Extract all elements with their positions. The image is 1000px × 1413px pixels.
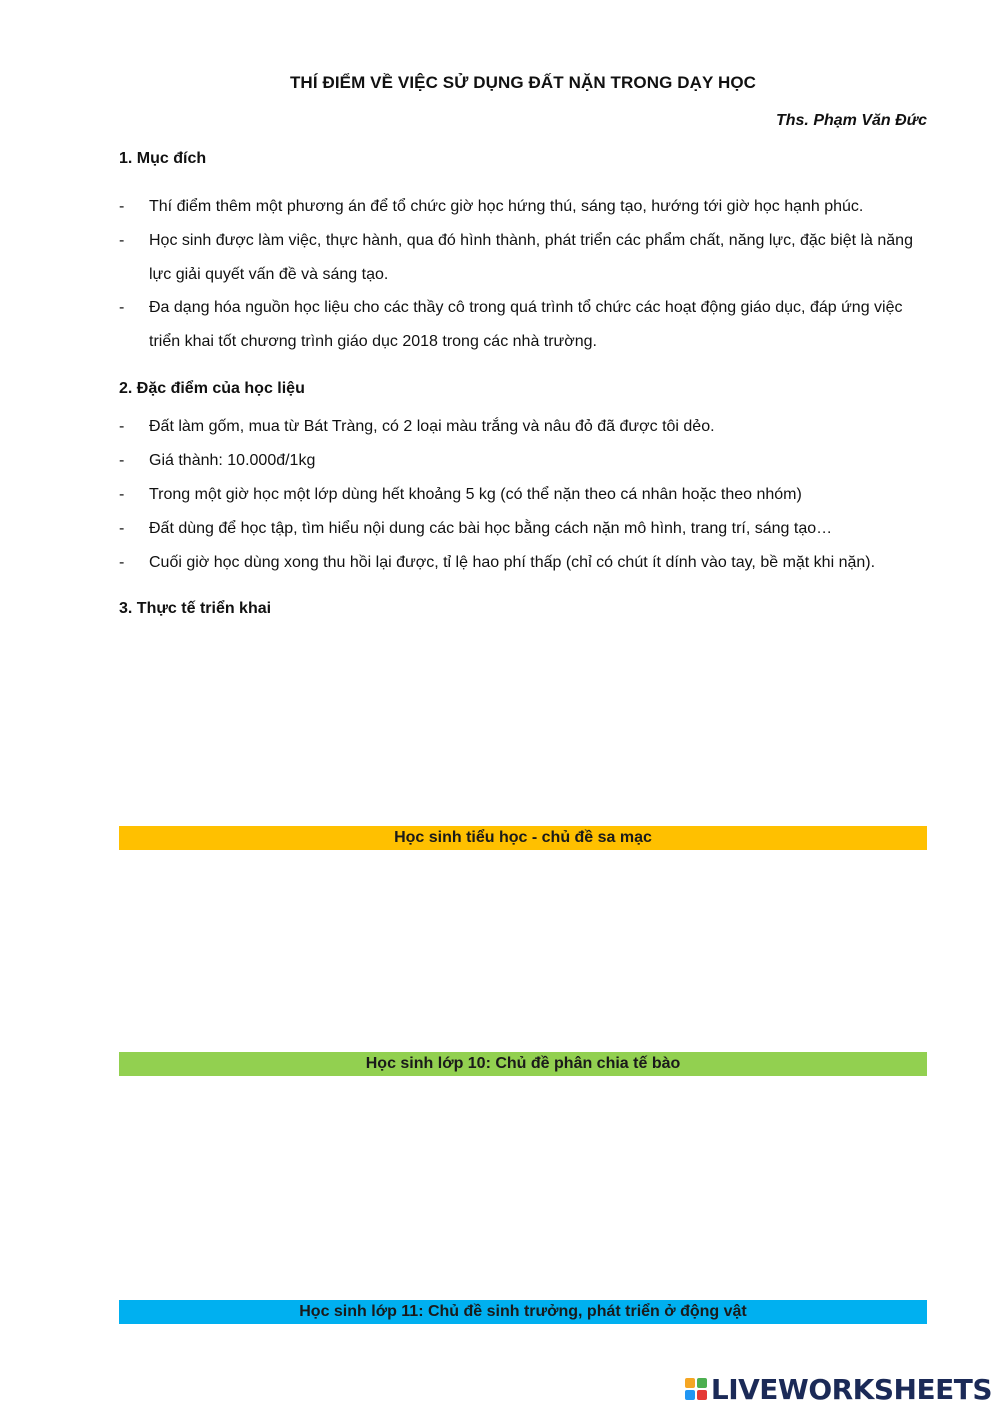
logo-mark-cell (697, 1390, 707, 1400)
list-item-text: Trong một giờ học một lớp dùng hết khoảng 5 kg (có thể nặn theo cá nhân hoặc theo nhóm) (149, 486, 802, 503)
list-item-text: Đất dùng để học tập, tìm hiểu nội dung các bài học bằng cách nặn mô hình, trang trí, sáng tạo… (149, 520, 833, 537)
list-item (119, 444, 919, 478)
list-item (119, 190, 919, 224)
liveworksheets-logo (685, 1373, 992, 1405)
bullet-dash: - (119, 520, 125, 537)
photo-area-grade10 (119, 856, 927, 1046)
list-item-text: Đất làm gốm, mua từ Bát Tràng, có 2 loại màu trắng và nâu đỏ đã được tôi dẻo. (149, 418, 715, 435)
list-item (119, 291, 919, 359)
list-item-text: Học sinh được làm việc, thực hành, qua đó hình thành, phát triển các phẩm chất, năng lực, đặc biệt là năng lực giải quyết vấn đề và sáng tạo. (149, 232, 913, 283)
caption-primary-desert: Học sinh tiểu học - chủ đề sa mạc (119, 826, 927, 850)
bullet-dash: - (119, 452, 125, 469)
list-item (119, 546, 919, 580)
bullet-dash: - (119, 486, 125, 503)
caption-grade11-animal-growth: Học sinh lớp 11: Chủ đề sinh trưởng, phát triển ở động vật (119, 1300, 927, 1324)
caption-grade10-cell-division: Học sinh lớp 10: Chủ đề phân chia tế bào (119, 1052, 927, 1076)
photo-area-primary (119, 635, 927, 820)
list-item (119, 224, 919, 292)
section-heading-implementation: 3. Thực tế triển khai (119, 600, 272, 617)
list-item (119, 410, 919, 444)
list-item-text: Giá thành: 10.000đ/1kg (149, 452, 316, 469)
bullet-dash: - (119, 554, 125, 571)
bullet-dash: - (119, 299, 125, 316)
logo-mark-cell (697, 1378, 707, 1388)
document-title: THÍ ĐIỂM VỀ VIỆC SỬ DỤNG ĐẤT NẶN TRONG DẠY HỌC (289, 73, 757, 92)
bullet-dash: - (119, 198, 125, 215)
author-name: Ths. Phạm Văn Đức (775, 112, 927, 129)
section-heading-materials: 2. Đặc điểm của học liệu (119, 380, 305, 397)
logo-mark-cell (685, 1390, 695, 1400)
bullet-dash: - (119, 418, 125, 435)
logo-mark-cell (685, 1378, 695, 1388)
list-item-text: Thí điểm thêm một phương án để tổ chức giờ học hứng thú, sáng tạo, hướng tới giờ học hạnh phúc. (149, 198, 864, 215)
list-item (119, 478, 919, 512)
logo-wordmark: LIVEWORKSHEETS (710, 1372, 992, 1406)
list-item-text: Đa dạng hóa nguồn học liệu cho các thầy cô trong quá trình tổ chức các hoạt động giáo dục, đáp ứng việc triển khai tốt chương trình giáo dục 2018 trong các nhà trường. (149, 299, 903, 350)
logo-mark-icon (685, 1378, 707, 1400)
section-heading-purpose: 1. Mục đích (119, 150, 207, 167)
photo-area-grade11 (119, 1082, 927, 1294)
bullet-dash: - (119, 232, 125, 249)
list-item-text: Cuối giờ học dùng xong thu hồi lại được, tỉ lệ hao phí thấp (chỉ có chút ít dính vào tay, bề mặt khi nặn). (149, 554, 876, 571)
list-item (119, 512, 919, 546)
